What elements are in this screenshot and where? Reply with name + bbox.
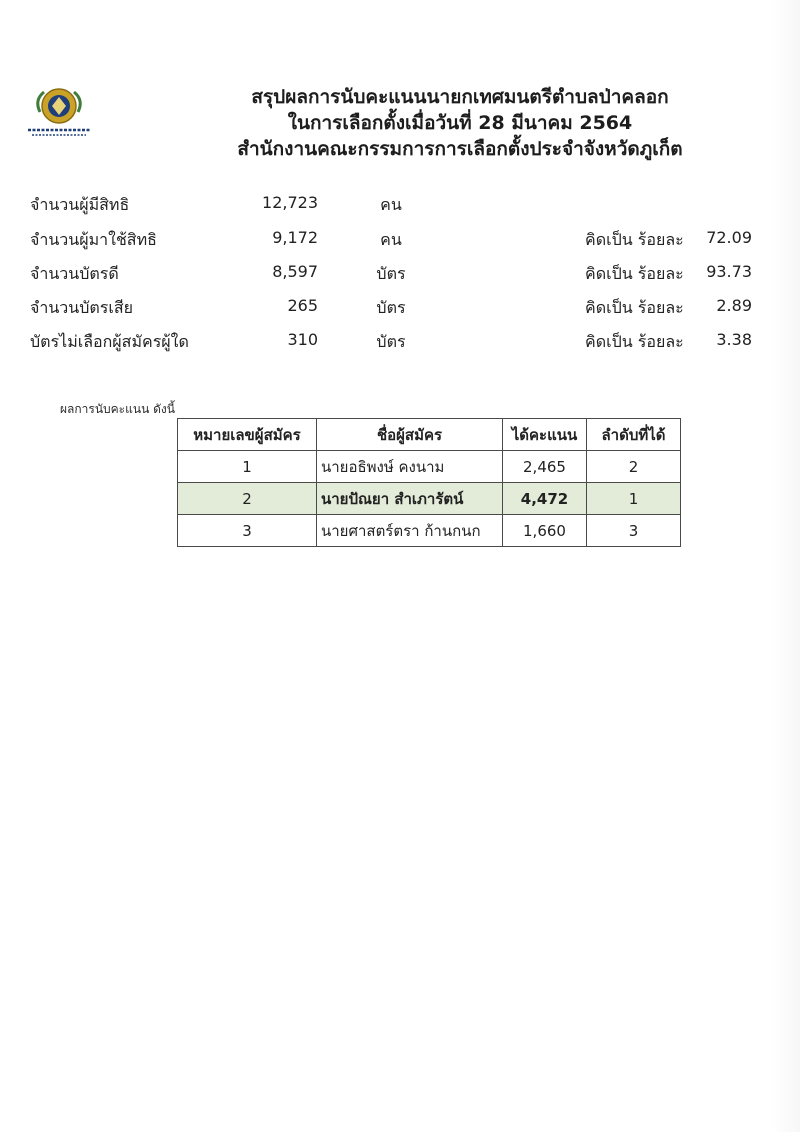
stat-percent-label: คิดเป็น ร้อยละ: [585, 332, 684, 351]
stat-percent-value: 93.73: [706, 262, 752, 281]
stat-unit: คน: [380, 230, 402, 249]
stat-unit: บัตร: [376, 298, 406, 317]
candidate-rank: 3: [587, 515, 681, 547]
candidate-votes: 1,660: [503, 515, 587, 547]
table-row: [178, 451, 681, 483]
stat-value: 265: [287, 296, 318, 315]
stat-row-no-vote-ballots: [0, 330, 800, 360]
stat-row-eligible-voters: [0, 193, 800, 223]
stat-percent-label: คิดเป็น ร้อยละ: [585, 298, 684, 317]
results-caption: ผลการนับคะแนน ดังนี้: [60, 402, 175, 416]
candidate-name: นายอธิพงษ์ คงนาม: [317, 451, 503, 483]
header-votes: ได้คะแนน: [503, 419, 587, 451]
title-line-1: สรุปผลการนับคะแนนนายกเทศมนตรีตำบลป่าคลอก: [251, 86, 669, 108]
stat-value: 310: [287, 330, 318, 349]
results-table: [177, 418, 681, 547]
table-row-winner: [178, 483, 681, 515]
stat-value: 9,172: [272, 228, 318, 247]
candidate-name: นายศาสตร์ตรา ก้านกนก: [317, 515, 503, 547]
candidate-votes: 4,472: [503, 483, 587, 515]
stat-label: จำนวนบัตรเสีย: [30, 298, 133, 317]
page-edge-shadow: [770, 0, 800, 1132]
header-rank: ลำดับที่ได้: [587, 419, 681, 451]
stat-label: จำนวนบัตรดี: [30, 264, 119, 283]
stat-row-valid-ballots: [0, 262, 800, 292]
stat-value: 8,597: [272, 262, 318, 281]
stat-percent-value: 3.38: [716, 330, 752, 349]
stat-unit: บัตร: [376, 264, 406, 283]
header-candidate-name: ชื่อผู้สมัคร: [317, 419, 503, 451]
candidate-rank: 1: [587, 483, 681, 515]
stat-percent-value: 2.89: [716, 296, 752, 315]
candidate-votes: 2,465: [503, 451, 587, 483]
stat-label: จำนวนผู้มาใช้สิทธิ: [30, 230, 157, 249]
ect-emblem-icon: [22, 82, 96, 142]
stat-percent-label: คิดเป็น ร้อยละ: [585, 264, 684, 283]
candidate-number: 1: [178, 451, 317, 483]
stat-row-turnout: [0, 228, 800, 258]
stat-percent-label: คิดเป็น ร้อยละ: [585, 230, 684, 249]
table-row: [178, 515, 681, 547]
title-line-3: สำนักงานคณะกรรมการการเลือกตั้งประจำจังหวัดภูเก็ต: [237, 138, 683, 160]
table-header-row: [178, 419, 681, 451]
candidate-name: นายปัณยา สำเภารัตน์: [317, 483, 503, 515]
candidate-number: 2: [178, 483, 317, 515]
candidate-number: 3: [178, 515, 317, 547]
stat-label: จำนวนผู้มีสิทธิ: [30, 195, 130, 214]
stat-unit: คน: [380, 195, 402, 214]
stat-row-invalid-ballots: [0, 296, 800, 326]
title-line-2: ในการเลือกตั้งเมื่อวันที่ 28 มีนาคม 2564: [287, 112, 633, 134]
header-candidate-number: หมายเลขผู้สมัคร: [178, 419, 317, 451]
stat-unit: บัตร: [376, 332, 406, 351]
stat-percent-value: 72.09: [706, 228, 752, 247]
stat-value: 12,723: [262, 193, 318, 212]
candidate-rank: 2: [587, 451, 681, 483]
stat-label: บัตรไม่เลือกผู้สมัครผู้ใด: [30, 332, 189, 351]
